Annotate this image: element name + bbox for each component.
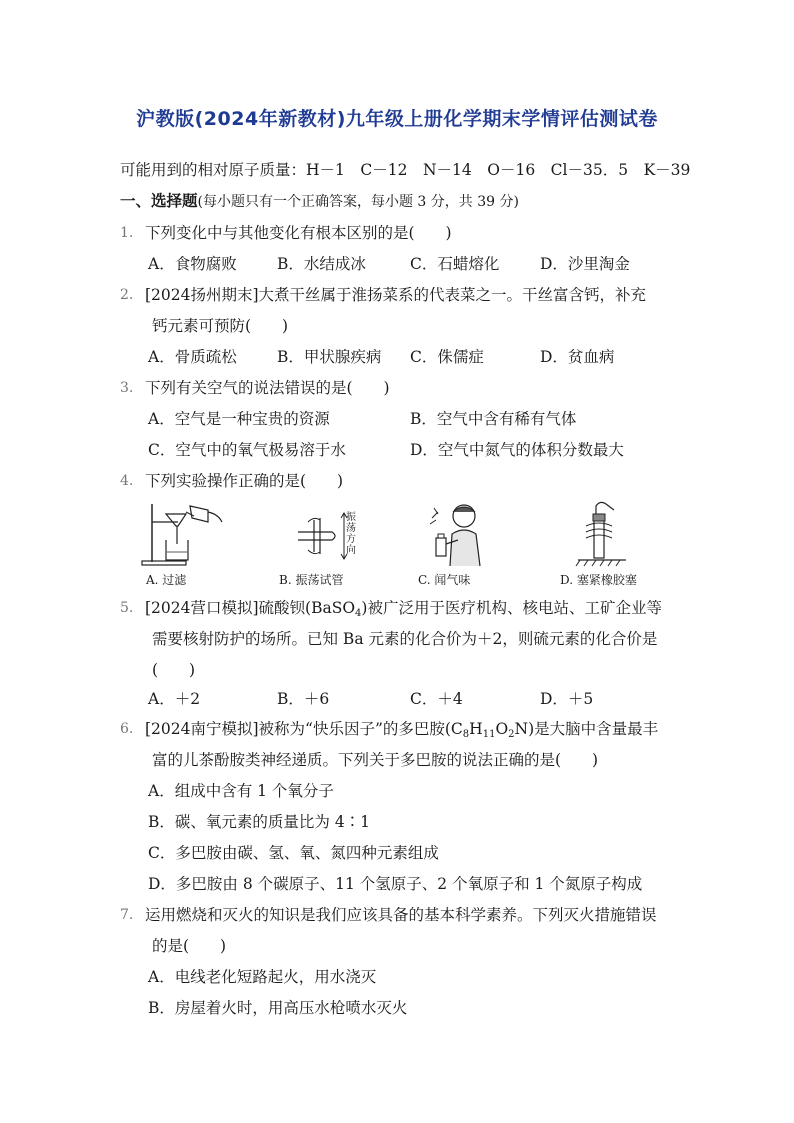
option-b[interactable]: B．水结成冰 bbox=[277, 255, 366, 273]
option-b[interactable]: B．甲状腺疾病 bbox=[277, 348, 382, 366]
option-c[interactable]: C．＋4 bbox=[410, 690, 463, 708]
option-c[interactable]: C．空气中的氧气极易溶于水 bbox=[148, 441, 346, 459]
option-c[interactable]: C．石蜡熔化 bbox=[410, 255, 500, 273]
section-title: 一、选择题 bbox=[120, 192, 198, 210]
option-d[interactable]: D．贫血病 bbox=[540, 348, 615, 366]
section-note: (每小题只有一个正确答案，每小题 3 分，共 39 分) bbox=[197, 194, 519, 210]
option-a[interactable]: A．电线老化短路起火，用水浇灭 bbox=[148, 968, 377, 986]
atomic-mass-line: 可能用到的相对原子质量：H－1 C－12 N－14 O－16 Cl－35．5 K－39 bbox=[120, 161, 691, 179]
option-c[interactable]: C．侏儒症 bbox=[410, 348, 484, 366]
text-part: )被广泛用于医疗机构、核电站、工矿企业等 bbox=[361, 599, 662, 617]
subscript: 8 bbox=[462, 729, 470, 740]
question-number: 1. bbox=[120, 225, 134, 241]
text-part: H bbox=[469, 720, 483, 738]
question-number: 5. bbox=[120, 600, 134, 616]
question-text-continued: 钙元素可预防( ) bbox=[152, 317, 289, 335]
option-c[interactable]: C．多巴胺由碳、氢、氧、氮四种元素组成 bbox=[148, 844, 439, 862]
question-text: 下列有关空气的说法错误的是( ) bbox=[145, 379, 390, 397]
question-text-continued: 的是( ) bbox=[152, 937, 227, 955]
option-d[interactable]: D．多巴胺由 8 个碳原子、11 个氢原子、2 个氧原子和 1 个氮原子构成 bbox=[148, 875, 643, 893]
question-text-continued: 富的儿茶酚胺类神经递质。下列关于多巴胺的说法正确的是( ) bbox=[152, 751, 599, 769]
option-a[interactable]: A．＋2 bbox=[148, 690, 201, 708]
question-text: 下列实验操作正确的是( ) bbox=[145, 472, 344, 490]
caption-b: B. 振荡试管 bbox=[279, 573, 344, 587]
option-b[interactable]: B．＋6 bbox=[277, 690, 330, 708]
option-a[interactable]: A．空气是一种宝贵的资源 bbox=[148, 410, 330, 428]
question-text: 下列变化中与其他变化有根本区别的是( ) bbox=[145, 224, 452, 242]
text-part: N)是大脑中含量最丰 bbox=[514, 720, 659, 738]
question-text: 运用燃烧和灭火的知识是我们应该具备的基本科学素养。下列灭火措施错误 bbox=[145, 906, 657, 924]
question-text-continued: 需要核射防护的场所。已知 Ba 元素的化合价为＋2，则硫元素的化合价是 bbox=[152, 630, 658, 648]
figure-filtration bbox=[138, 500, 228, 568]
option-a[interactable]: A．组成中含有 1 个氧分子 bbox=[148, 782, 334, 800]
answer-bracket: ( ) bbox=[152, 661, 196, 679]
question-number: 4. bbox=[120, 473, 134, 489]
option-a[interactable]: A．骨质疏松 bbox=[148, 348, 237, 366]
figure-smelling bbox=[424, 500, 494, 568]
question-text bbox=[145, 719, 658, 745]
page-title: 沪教版(2024年新教材)九年级上册化学期末学情评估测试卷 bbox=[136, 108, 658, 130]
option-b[interactable]: B．房屋着火时，用高压水枪喷水灭火 bbox=[148, 999, 408, 1017]
option-d[interactable]: D．＋5 bbox=[540, 690, 594, 708]
section-heading bbox=[120, 191, 519, 212]
figure-stopper bbox=[574, 500, 634, 568]
option-d[interactable]: D．空气中氮气的体积分数最大 bbox=[410, 441, 624, 459]
subscript: 11 bbox=[482, 729, 496, 740]
caption-c: C. 闻气味 bbox=[418, 573, 471, 587]
text-part: [2024南宁模拟]被称为“快乐因子”的多巴胺(C bbox=[145, 720, 463, 738]
question-text: [2024扬州期末]大煮干丝属于淮扬菜系的代表菜之一。干丝富含钙，补充 bbox=[145, 286, 647, 304]
option-b[interactable]: B．空气中含有稀有气体 bbox=[410, 410, 577, 428]
subscript: 2 bbox=[508, 729, 515, 740]
option-d[interactable]: D．沙里淘金 bbox=[540, 255, 630, 273]
text-part: O bbox=[495, 720, 509, 738]
text-part: [2024营口模拟]硫酸钡(BaSO bbox=[145, 599, 356, 617]
caption-a: A. 过滤 bbox=[146, 573, 187, 587]
question-text bbox=[145, 598, 662, 624]
option-a[interactable]: A．食物腐败 bbox=[148, 255, 237, 273]
question-number: 3. bbox=[120, 380, 134, 396]
question-number: 2. bbox=[120, 287, 134, 303]
subscript: 4 bbox=[355, 608, 362, 619]
shake-direction-label: 振荡方向 bbox=[346, 512, 356, 556]
question-number: 6. bbox=[120, 721, 134, 737]
question-number: 7. bbox=[120, 907, 134, 923]
option-b[interactable]: B．碳、氧元素的质量比为 4∶1 bbox=[148, 813, 371, 831]
caption-d: D. 塞紧橡胶塞 bbox=[560, 573, 637, 587]
